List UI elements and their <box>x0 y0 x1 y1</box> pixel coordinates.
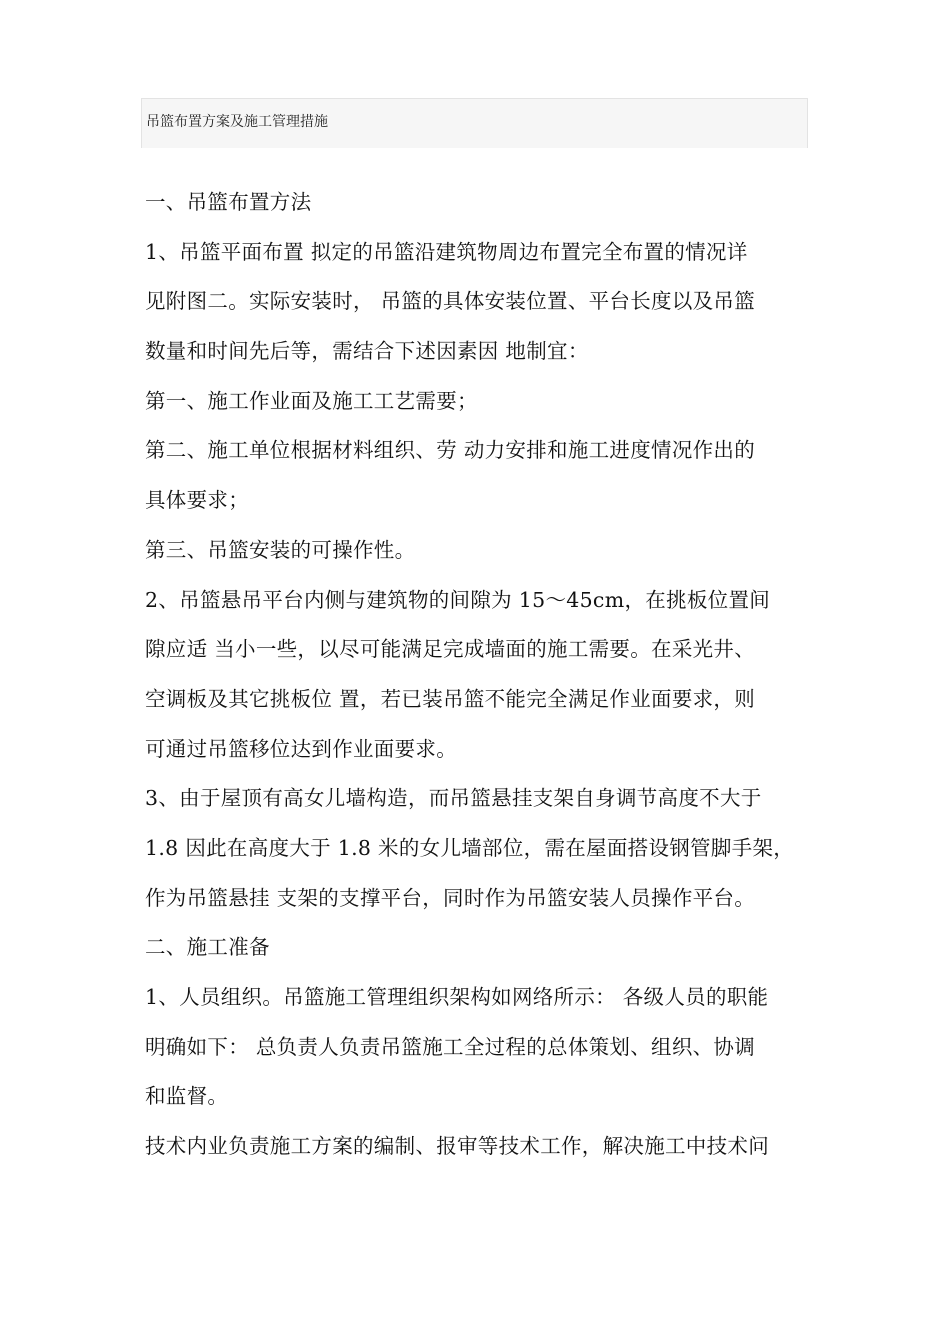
paragraph-line: 具体要求； <box>145 488 249 513</box>
paragraph-line: 1.8 因此在高度大于 1.8 米的女儿墙部位，需在屋面搭设钢管脚手架， <box>145 835 795 860</box>
paragraph-line: 作为吊篮悬挂 支架的支撑平台，同时作为吊篮安装人员操作平台。 <box>145 885 756 910</box>
paragraph-line: 明确如下： 总负责人负责吊篮施工全过程的总体策划、组织、协调 <box>145 1034 756 1059</box>
paragraph-line: 2、吊篮悬吊平台内侧与建筑物的间隙为 15～45cm，在挑板位置间 <box>145 587 771 612</box>
paragraph-line: 1、人员组织。吊篮施工管理组织架构如网络所示： 各级人员的职能 <box>145 985 769 1009</box>
document-body <box>145 178 810 1172</box>
paragraph-line: 第二、施工单位根据材料组织、劳 动力安排和施工进度情况作出的 <box>145 438 756 463</box>
section-heading-2: 二、施工准备 <box>145 935 270 960</box>
paragraph-line: 数量和时间先后等，需结合下述因素因 地制宜： <box>145 339 589 364</box>
document-header-box <box>141 98 808 148</box>
document-title: 吊篮布置方案及施工管理措施 <box>146 114 328 130</box>
paragraph-line: 第三、吊篮安装的可操作性。 <box>145 537 416 562</box>
paragraph-line: 技术内业负责施工方案的编制、报审等技术工作，解决施工中技术问 <box>145 1134 769 1159</box>
paragraph-line: 隙应适 当小一些，以尽可能满足完成墙面的施工需要。在采光井、 <box>145 637 756 662</box>
paragraph-line: 和监督。 <box>145 1084 229 1109</box>
section-heading-1: 一、吊篮布置方法 <box>145 190 312 214</box>
paragraph-line: 空调板及其它挑板位 置，若已装吊篮不能完全满足作业面要求，则 <box>145 686 756 711</box>
paragraph-line: 1、吊篮平面布置 拟定的吊篮沿建筑物周边布置完全布置的情况详 <box>145 239 748 264</box>
paragraph-line: 3、由于屋顶有高女儿墙构造，而吊篮悬挂支架自身调节高度不大于 <box>145 786 762 811</box>
paragraph-line: 第一、施工作业面及施工工艺需要； <box>145 388 478 413</box>
paragraph-line: 见附图二。实际安装时， 吊篮的具体安装位置、平台长度以及吊篮 <box>145 289 756 314</box>
paragraph-line: 可通过吊篮移位达到作业面要求。 <box>145 736 457 761</box>
